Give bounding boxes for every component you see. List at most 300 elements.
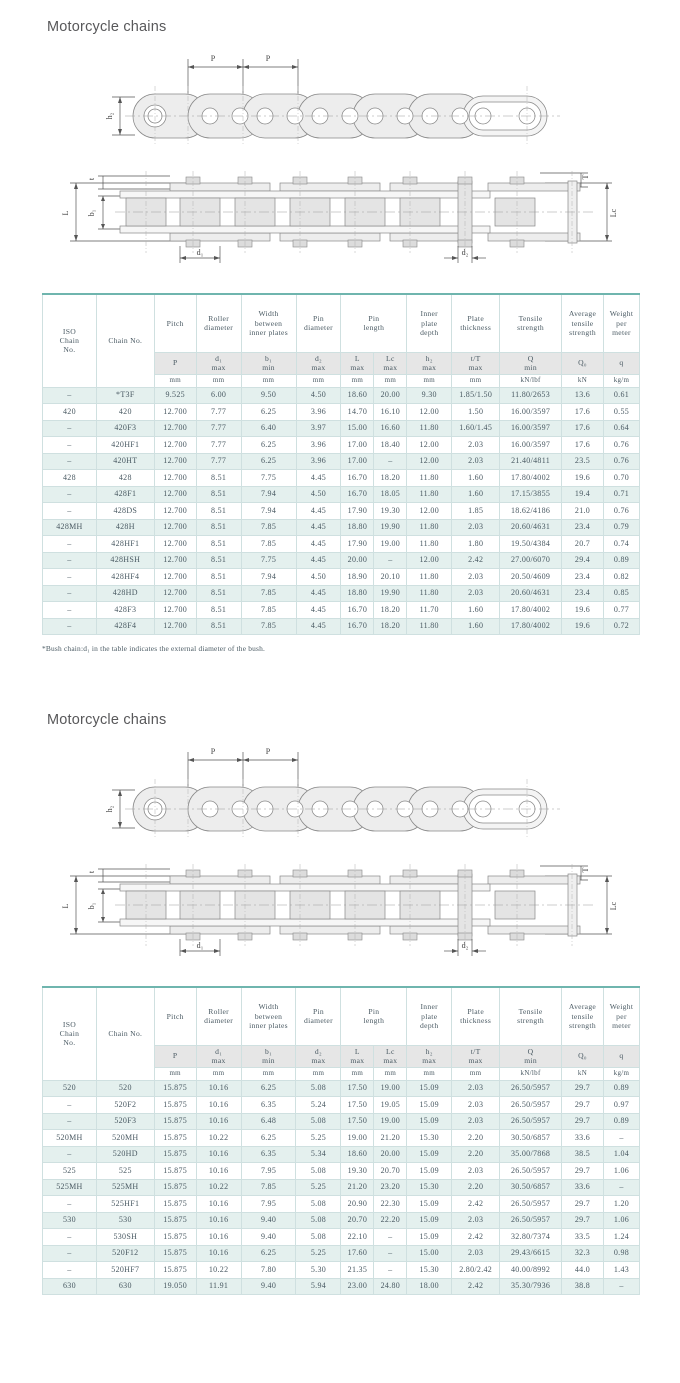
cell-value: 17.90 (341, 536, 374, 553)
unit-pin-diameter: mm (296, 374, 341, 387)
cell-value: 6.35 (241, 1097, 296, 1114)
cell-value: 5.34 (296, 1146, 341, 1163)
cell-value: 0.64 (603, 420, 639, 437)
cell-value: 38.5 (562, 1146, 604, 1163)
cell-value: – (374, 1245, 407, 1262)
sym-d1: d₁ max (196, 352, 241, 374)
cell-value: 20.10 (374, 569, 407, 586)
table-row (43, 552, 640, 569)
col-weight-per-meter: Weight per meter (603, 987, 639, 1045)
cell-value: 15.875 (154, 1245, 196, 1262)
cell-value: 10.22 (196, 1262, 241, 1279)
cell-value: 11.80 (407, 569, 452, 586)
cell-value: 21.35 (341, 1262, 374, 1279)
cell-value: 5.08 (296, 1212, 341, 1229)
dim-label-connector-length: Lc (609, 208, 618, 218)
cell-value: 20.60/4631 (500, 519, 562, 536)
dim-label-pitch: P (265, 54, 271, 63)
cell-value: 6.25 (241, 1080, 296, 1097)
cell-value: 4.45 (296, 552, 341, 569)
table-row (43, 1179, 640, 1196)
cell-value: 7.75 (241, 470, 296, 487)
unit-inner-plate-depth: mm (407, 374, 452, 387)
sym-L: L max (341, 352, 374, 374)
cell-value: 22.30 (374, 1196, 407, 1213)
cell-iso-chain-no: – (43, 602, 97, 619)
cell-value: 18.62/4186 (500, 503, 562, 520)
cell-value: 10.16 (196, 1245, 241, 1262)
cell-value: 12.700 (154, 519, 196, 536)
cell-value: 26.50/5957 (500, 1097, 562, 1114)
table-row (43, 1262, 640, 1279)
cell-value: 15.09 (407, 1146, 452, 1163)
motorcycle-chain-diagram (40, 41, 640, 271)
cell-value: 38.8 (562, 1278, 604, 1295)
cell-value: 0.85 (603, 585, 639, 602)
cell-chain-no: 520MH (96, 1130, 154, 1147)
cell-value: 1.60 (452, 602, 500, 619)
cell-value: 26.50/5957 (500, 1163, 562, 1180)
cell-value: 12.700 (154, 453, 196, 470)
cell-value: 8.51 (196, 585, 241, 602)
cell-chain-no: 525HF1 (96, 1196, 154, 1213)
cell-value: 7.85 (241, 618, 296, 635)
cell-value: 11.80 (407, 618, 452, 635)
cell-chain-no: 520F3 (96, 1113, 154, 1130)
dim-label-connector-length: Lc (609, 901, 618, 911)
cell-chain-no: 520F12 (96, 1245, 154, 1262)
cell-value: 15.875 (154, 1097, 196, 1114)
cell-value: 10.22 (196, 1179, 241, 1196)
cell-value: 15.09 (407, 1113, 452, 1130)
table-body-2 (43, 1080, 640, 1295)
cell-value: – (603, 1130, 639, 1147)
cell-value: 17.6 (562, 437, 604, 454)
unit-L: mm (341, 374, 374, 387)
cell-value: 15.30 (407, 1262, 452, 1279)
cell-value: 19.90 (374, 519, 407, 536)
cell-chain-no: *T3F (96, 387, 154, 404)
cell-value: 2.42 (452, 1278, 500, 1295)
cell-value: 4.50 (296, 569, 341, 586)
cell-value: – (374, 453, 407, 470)
dim-label-overall-length: L (61, 210, 70, 216)
table-row (43, 420, 640, 437)
cell-chain-no: 420F3 (96, 420, 154, 437)
cell-iso-chain-no: – (43, 1146, 97, 1163)
cell-value: 9.525 (154, 387, 196, 404)
sym-Q0: Q₀ (562, 1045, 604, 1067)
cell-value: 17.90 (341, 503, 374, 520)
cell-value: 7.94 (241, 486, 296, 503)
cell-value: 21.0 (562, 503, 604, 520)
cell-iso-chain-no: 520MH (43, 1130, 97, 1147)
cell-value: 8.51 (196, 503, 241, 520)
dim-label-roller-diameter: d₁ (196, 941, 204, 950)
cell-chain-no: 428HSH (96, 552, 154, 569)
cell-value: 19.4 (562, 486, 604, 503)
cell-value: 15.875 (154, 1196, 196, 1213)
cell-iso-chain-no: 530 (43, 1212, 97, 1229)
table-row (43, 1097, 640, 1114)
cell-chain-no: 428F4 (96, 618, 154, 635)
cell-value: 17.15/3855 (500, 486, 562, 503)
spec-table-1 (42, 293, 640, 635)
cell-value: 8.51 (196, 536, 241, 553)
col-tensile-strength: Tensile strength (500, 294, 562, 352)
cell-value: 2.03 (452, 1212, 500, 1229)
cell-value: 1.24 (603, 1229, 639, 1246)
cell-value: 17.00 (341, 453, 374, 470)
cell-value: 16.70 (341, 618, 374, 635)
unit-pitch: mm (154, 1067, 196, 1080)
cell-value: 2.80/2.42 (452, 1262, 500, 1279)
cell-value: – (603, 1179, 639, 1196)
sym-Q: Q min (500, 352, 562, 374)
cell-value: 1.60 (452, 618, 500, 635)
cell-value: 23.20 (374, 1179, 407, 1196)
cell-value: 2.03 (452, 569, 500, 586)
cell-value: 40.00/8992 (500, 1262, 562, 1279)
cell-value: 9.50 (241, 387, 296, 404)
cell-value: 2.03 (452, 453, 500, 470)
dim-label-pin-diameter: d₂ (461, 941, 469, 950)
table-row (43, 519, 640, 536)
cell-value: 0.72 (603, 618, 639, 635)
cell-value: 5.08 (296, 1196, 341, 1213)
cell-value: 29.7 (562, 1163, 604, 1180)
cell-value: 0.55 (603, 404, 639, 421)
cell-value: 17.80/4002 (500, 602, 562, 619)
cell-value: 6.25 (241, 453, 296, 470)
cell-value: 17.50 (341, 1097, 374, 1114)
cell-value: 15.875 (154, 1229, 196, 1246)
cell-value: 26.50/5957 (500, 1080, 562, 1097)
unit-weight: kg/m (603, 1067, 639, 1080)
cell-value: 22.10 (341, 1229, 374, 1246)
cell-value: 16.70 (341, 602, 374, 619)
cell-value: 2.03 (452, 1113, 500, 1130)
cell-chain-no: 530SH (96, 1229, 154, 1246)
cell-value: 8.51 (196, 486, 241, 503)
cell-value: 2.03 (452, 585, 500, 602)
table-row (43, 1146, 640, 1163)
cell-value: 7.77 (196, 453, 241, 470)
table-head-2 (43, 987, 640, 1080)
cell-iso-chain-no: – (43, 585, 97, 602)
dim-label-roller-diameter: d₁ (196, 248, 204, 257)
cell-value: 17.60 (341, 1245, 374, 1262)
dim-label-plate-thickness-T: T (581, 174, 590, 180)
unit-weight: kg/m (603, 374, 639, 387)
cell-value: 26.50/5957 (500, 1212, 562, 1229)
col-chain-no: Chain No. (96, 987, 154, 1080)
cell-value: 10.16 (196, 1163, 241, 1180)
table-row (43, 470, 640, 487)
cell-value: 18.20 (374, 602, 407, 619)
table-footnote: *Bush chain:d₁ in the table indicates the external diameter of the bush. (42, 644, 266, 653)
cell-value: 7.85 (241, 602, 296, 619)
cell-value: 17.00 (341, 437, 374, 454)
cell-value: 15.875 (154, 1262, 196, 1279)
sym-L: L max (341, 1045, 374, 1067)
cell-value: 0.76 (603, 437, 639, 454)
cell-value: 7.85 (241, 1179, 296, 1196)
cell-value: 11.80 (407, 536, 452, 553)
cell-value: 9.40 (241, 1212, 296, 1229)
cell-value: 7.77 (196, 420, 241, 437)
cell-value: 19.00 (374, 1080, 407, 1097)
table-row (43, 618, 640, 635)
cell-value: 2.03 (452, 437, 500, 454)
cell-value: 16.00/3597 (500, 404, 562, 421)
unit-plate-thickness: mm (452, 374, 500, 387)
dim-label-plate-thickness-T: T (581, 867, 590, 873)
dim-label-pitch: P (210, 747, 216, 756)
cell-value: 15.09 (407, 1229, 452, 1246)
cell-value: 18.20 (374, 618, 407, 635)
cell-value: 2.42 (452, 1196, 500, 1213)
cell-value: 5.25 (296, 1179, 341, 1196)
cell-value: 15.09 (407, 1212, 452, 1229)
cell-value: 16.00/3597 (500, 437, 562, 454)
unit-average-tensile-strength: kN (562, 374, 604, 387)
cell-iso-chain-no: – (43, 569, 97, 586)
sym-b1: b₁ min (241, 1045, 296, 1067)
cell-value: – (374, 552, 407, 569)
dim-label-pitch: P (210, 54, 216, 63)
cell-value: 8.51 (196, 602, 241, 619)
cell-iso-chain-no: – (43, 552, 97, 569)
cell-value: 18.80 (341, 519, 374, 536)
cell-value: 4.50 (296, 387, 341, 404)
cell-iso-chain-no: 630 (43, 1278, 97, 1295)
sym-P: P (154, 352, 196, 374)
cell-value: 23.5 (562, 453, 604, 470)
cell-value: 16.70 (341, 486, 374, 503)
table-body-1 (43, 387, 640, 635)
cell-value: 3.96 (296, 453, 341, 470)
cell-value: 20.00 (374, 387, 407, 404)
dim-label-plate-thickness-t: t (87, 870, 96, 874)
cell-value: 21.20 (374, 1130, 407, 1147)
cell-value: 20.7 (562, 536, 604, 553)
unit-roller-diameter: mm (196, 374, 241, 387)
cell-value: 29.7 (562, 1196, 604, 1213)
cell-iso-chain-no: 420 (43, 404, 97, 421)
col-weight-per-meter: Weight per meter (603, 294, 639, 352)
cell-value: 17.50 (341, 1113, 374, 1130)
cell-iso-chain-no: – (43, 486, 97, 503)
col-inner-plate-depth: Inner plate depth (407, 294, 452, 352)
page-title: Motorcycle chains (47, 19, 167, 35)
cell-value: 4.45 (296, 602, 341, 619)
header-row-names (43, 987, 640, 1045)
cell-value: 10.16 (196, 1113, 241, 1130)
cell-value: 5.94 (296, 1278, 341, 1295)
cell-value: 11.80 (407, 420, 452, 437)
cell-chain-no: 630 (96, 1278, 154, 1295)
cell-value: 29.43/6615 (500, 1245, 562, 1262)
cell-iso-chain-no: – (43, 420, 97, 437)
cell-chain-no: 520HF7 (96, 1262, 154, 1279)
cell-value: 7.94 (241, 503, 296, 520)
cell-chain-no: 520 (96, 1080, 154, 1097)
cell-value: 18.05 (374, 486, 407, 503)
cell-value: 17.6 (562, 404, 604, 421)
cell-value: 7.80 (241, 1262, 296, 1279)
cell-value: 11.70 (407, 602, 452, 619)
cell-value: 35.00/7868 (500, 1146, 562, 1163)
cell-value: 19.00 (374, 536, 407, 553)
col-average-tensile-strength: Average tensile strength (562, 987, 604, 1045)
cell-value: 29.7 (562, 1113, 604, 1130)
unit-plate-thickness: mm (452, 1067, 500, 1080)
cell-value: 7.77 (196, 404, 241, 421)
header-row-names (43, 294, 640, 352)
col-pin-diameter: Pin diameter (296, 294, 341, 352)
cell-value: 33.6 (562, 1179, 604, 1196)
cell-value: 10.16 (196, 1212, 241, 1229)
cell-value: 20.90 (341, 1196, 374, 1213)
col-iso-chain-no: ISO Chain No. (43, 987, 97, 1080)
cell-value: 6.25 (241, 1245, 296, 1262)
cell-value: 29.7 (562, 1097, 604, 1114)
cell-value: 12.00 (407, 437, 452, 454)
cell-value: 8.51 (196, 569, 241, 586)
cell-value: 12.700 (154, 585, 196, 602)
cell-iso-chain-no: – (43, 536, 97, 553)
sym-d2: d₂ max (296, 1045, 341, 1067)
cell-value: 12.700 (154, 404, 196, 421)
cell-value: 2.03 (452, 1163, 500, 1180)
unit-width: mm (241, 1067, 296, 1080)
sym-h2: h₂ max (407, 1045, 452, 1067)
cell-value: 1.50 (452, 404, 500, 421)
cell-chain-no: 525MH (96, 1179, 154, 1196)
cell-value: 4.45 (296, 618, 341, 635)
cell-value: 4.45 (296, 503, 341, 520)
col-pin-diameter: Pin diameter (296, 987, 341, 1045)
sym-tT: t/T max (452, 1045, 500, 1067)
cell-iso-chain-no: – (43, 1113, 97, 1130)
cell-value: 0.71 (603, 486, 639, 503)
cell-value: 5.08 (296, 1229, 341, 1246)
section-2 (0, 693, 680, 1295)
col-inner-plate-depth: Inner plate depth (407, 987, 452, 1045)
cell-chain-no: 428 (96, 470, 154, 487)
cell-value: 33.6 (562, 1130, 604, 1147)
cell-value: 12.700 (154, 618, 196, 635)
cell-value: 2.03 (452, 1245, 500, 1262)
cell-value: 0.76 (603, 503, 639, 520)
cell-value: 15.875 (154, 1163, 196, 1180)
table-row (43, 503, 640, 520)
cell-value: 15.09 (407, 1196, 452, 1213)
cell-value: 19.90 (374, 585, 407, 602)
cell-value: 17.6 (562, 420, 604, 437)
dim-label-plate-thickness-t: t (87, 177, 96, 181)
cell-value: 29.7 (562, 1080, 604, 1097)
cell-value: 7.75 (241, 552, 296, 569)
cell-value: 20.00 (374, 1146, 407, 1163)
dim-label-inner-width: b₁ (87, 902, 96, 910)
cell-value: 1.43 (603, 1262, 639, 1279)
col-chain-no: Chain No. (96, 294, 154, 387)
col-width-between-inner-plates: Width between inner plates (241, 294, 296, 352)
cell-value: 4.45 (296, 585, 341, 602)
cell-value: 30.50/6857 (500, 1130, 562, 1147)
cell-value: 7.95 (241, 1163, 296, 1180)
cell-value: 17.50 (341, 1080, 374, 1097)
cell-value: 18.20 (374, 470, 407, 487)
col-width-between-inner-plates: Width between inner plates (241, 987, 296, 1045)
cell-value: 13.6 (562, 387, 604, 404)
cell-value: 7.85 (241, 536, 296, 553)
cell-value: 5.30 (296, 1262, 341, 1279)
table-row (43, 453, 640, 470)
cell-value: 33.5 (562, 1229, 604, 1246)
cell-value: 21.20 (341, 1179, 374, 1196)
col-roller-diameter: Roller diameter (196, 987, 241, 1045)
cell-value: 6.35 (241, 1146, 296, 1163)
sym-Lc: Lc max (374, 1045, 407, 1067)
cell-value: 5.08 (296, 1080, 341, 1097)
cell-value: 0.97 (603, 1097, 639, 1114)
page-title-2: Motorcycle chains (47, 712, 167, 728)
cell-value: 5.08 (296, 1163, 341, 1180)
cell-value: 4.50 (296, 486, 341, 503)
table-row (43, 569, 640, 586)
cell-value: 19.00 (374, 1113, 407, 1130)
dim-label-pitch: P (265, 747, 271, 756)
cell-value: 18.80 (341, 585, 374, 602)
cell-value: – (374, 1229, 407, 1246)
cell-chain-no: 420HT (96, 453, 154, 470)
cell-value: – (374, 1262, 407, 1279)
unit-L: mm (341, 1067, 374, 1080)
cell-iso-chain-no: – (43, 1097, 97, 1114)
cell-iso-chain-no: – (43, 503, 97, 520)
cell-value: 30.50/6857 (500, 1179, 562, 1196)
cell-value: 11.80 (407, 519, 452, 536)
cell-value: 12.00 (407, 503, 452, 520)
cell-value: 23.00 (341, 1278, 374, 1295)
cell-value: 20.60/4631 (500, 585, 562, 602)
cell-value: 15.875 (154, 1113, 196, 1130)
table-row (43, 486, 640, 503)
cell-value: 12.700 (154, 503, 196, 520)
cell-value: 16.10 (374, 404, 407, 421)
cell-value: 19.05 (374, 1097, 407, 1114)
cell-value: 15.00 (341, 420, 374, 437)
cell-value: 15.09 (407, 1080, 452, 1097)
cell-value: 0.89 (603, 552, 639, 569)
col-average-tensile-strength: Average tensile strength (562, 294, 604, 352)
cell-iso-chain-no: 525MH (43, 1179, 97, 1196)
cell-value: 2.03 (452, 1080, 500, 1097)
cell-value: 18.60 (341, 1146, 374, 1163)
cell-chain-no: 428F1 (96, 486, 154, 503)
cell-value: 26.50/5957 (500, 1113, 562, 1130)
cell-value: 0.61 (603, 387, 639, 404)
col-roller-diameter: Roller diameter (196, 294, 241, 352)
sym-q: q (603, 1045, 639, 1067)
cell-value: 8.51 (196, 470, 241, 487)
unit-tensile-strength: kN/lbf (500, 1067, 562, 1080)
cell-value: 12.00 (407, 404, 452, 421)
cell-value: 19.30 (374, 503, 407, 520)
